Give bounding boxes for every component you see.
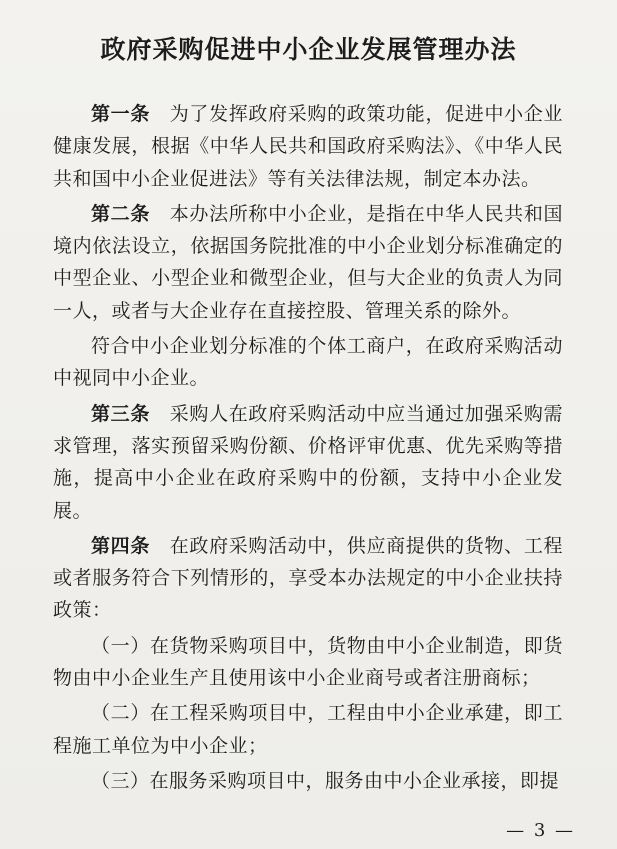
- paragraph-article-2: [53, 198, 563, 327]
- paragraph-text: （一）在货物采购项目中，货物由中小企业制造，即货物由中小企业生产且使用该中小企业商号或者注册商标；: [53, 634, 563, 690]
- article-number: 第三条: [91, 402, 151, 425]
- list-item-2: [53, 697, 563, 762]
- document-title: 政府采购促进中小企业发展管理办法: [100, 35, 517, 64]
- paragraph-text: 本办法所称中小企业，是指在中华人民共和国境内依法设立，依据国务院批准的中小企业划分标准确定的中型企业、小型企业和微型企业，但与大企业的负责人为同一人，或者与大企业存在直接控股、管理关系的除外。: [53, 202, 563, 322]
- page-number: — 3 —: [506, 820, 575, 841]
- article-number: 第二条: [91, 202, 151, 225]
- paragraph-text: 为了发挥政府采购的政策功能，促进中小企业健康发展，根据《中华人民共和国政府采购法》、《中华人民共和国中小企业促进法》等有关法律法规，制定本办法。: [53, 103, 563, 190]
- paragraph-text: （三）在服务采购项目中，服务由中小企业承接，即提: [91, 769, 560, 792]
- paragraph-article-2-cont: [53, 330, 563, 395]
- article-number: 第一条: [91, 103, 151, 125]
- paragraph-article-1: [53, 98, 563, 195]
- paragraph-text: 符合中小企业划分标准的个体工商户，在政府采购活动中视同中小企业。: [53, 335, 563, 390]
- article-number: 第四条: [91, 534, 151, 557]
- list-item-1: [53, 630, 563, 695]
- paragraph-article-3: [53, 398, 563, 527]
- list-item-3: [53, 765, 563, 797]
- paragraph-text: （二）在工程采购项目中，工程由中小企业承建，即工程施工单位为中小企业；: [53, 702, 563, 757]
- paragraph-text: 采购人在政府采购活动中应当通过加强采购需求管理，落实预留采购份额、价格评审优惠、优先采购等措施，提高中小企业在政府采购中的份额，支持中小企业发展。: [53, 402, 563, 522]
- document-body: [53, 98, 563, 797]
- paragraph-text: 在政府采购活动中，供应商提供的货物、工程或者服务符合下列情形的，享受本办法规定的中小企业扶持政策：: [53, 534, 563, 622]
- paragraph-article-4: [53, 530, 563, 627]
